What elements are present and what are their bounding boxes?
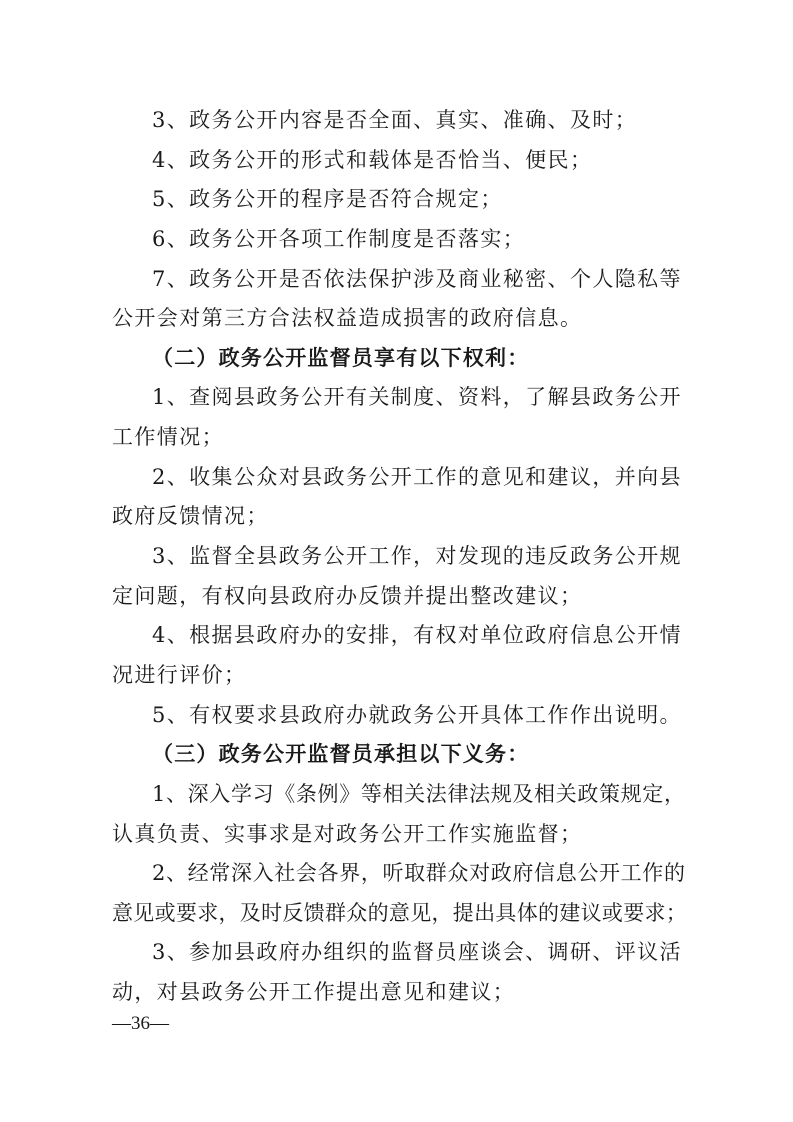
text-line: 7、政务公开是否依法保护涉及商业秘密、个人隐私等 [152,267,682,291]
text-line: 意见或要求，及时反馈群众的意见，提出具体的建议或要求； [112,901,688,925]
text-line: 动，对县政务公开工作提出意见和建议； [112,980,516,1004]
text-line: 5、有权要求县政府办就政务公开具体工作作出说明。 [152,703,682,727]
text-line: 公开会对第三方合法权益造成损害的政府信息。 [112,306,583,330]
text-line: 3、参加县政府办组织的监督员座谈会、调研、评议活 [152,940,682,964]
text-line: 定问题，有权向县政府办反馈并提出整改建议； [112,584,583,608]
text-line: 2、收集公众对县政务公开工作的意见和建议，并向县 [152,465,682,489]
text-line: 5、政务公开的程序是否符合规定； [152,187,503,211]
text-line: 2、经常深入社会各界，听取群众对政府信息公开工作的 [152,861,686,885]
section-heading-rights: （二）政务公开监督员享有以下权利： [152,345,530,370]
text-line: 1、查阅县政务公开有关制度、资料，了解县政务公开 [152,385,682,409]
text-line: 政府反馈情况； [112,504,269,528]
text-line: 6、政务公开各项工作制度是否落实； [152,227,526,251]
text-line: 4、政务公开的形式和载体是否恰当、便民； [152,148,593,172]
text-line: 3、监督全县政务公开工作，对发现的违反政务公开规 [152,544,682,568]
text-line: 4、根据县政府办的安排，有权对单位政府信息公开情 [152,623,682,647]
text-line: 3、政务公开内容是否全面、真实、准确、及时； [152,108,638,132]
text-line: 况进行评价； [112,663,247,687]
section-heading-duties: （三）政务公开监督员承担以下义务： [152,741,530,766]
page-number: —36— [112,1013,169,1034]
text-line: 1、深入学习《条例》等相关法律法规及相关政策规定， [152,782,686,806]
text-line: 认真负责、实事求是对政务公开工作实施监督； [112,822,583,846]
text-line: 工作情况； [112,425,224,449]
